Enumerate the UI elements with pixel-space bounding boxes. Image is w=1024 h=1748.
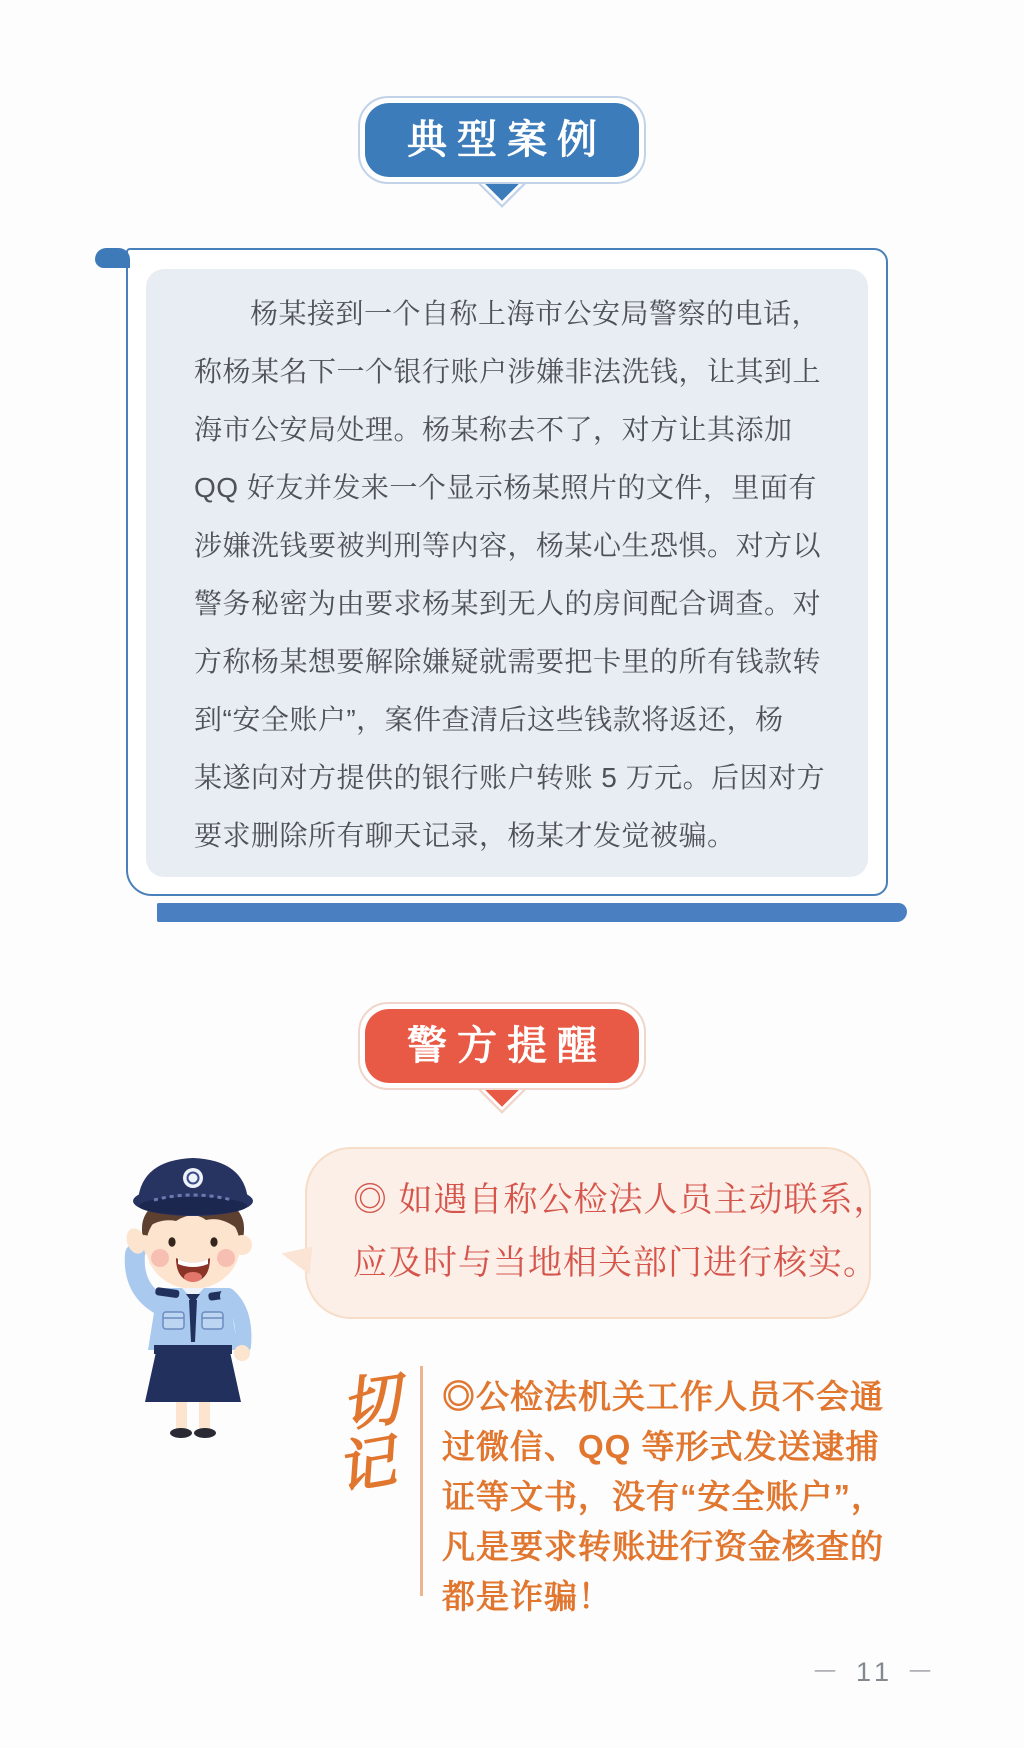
speech-bubble-tail [280, 1244, 313, 1275]
case-text-line: 要求删除所有聊天记录，杨某才发觉被骗。 [194, 820, 736, 851]
case-text-line: QQ 好友并发来一个显示杨某照片的文件，里面有 [194, 472, 817, 503]
page-number: － 11 － [811, 1657, 939, 1687]
hat-badge-icon [183, 1168, 203, 1188]
warning-text-line: ◎公检法机关工作人员不会通 [442, 1378, 884, 1415]
case-text-line: 海市公安局处理。杨某称去不了，对方让其添加 [194, 414, 793, 445]
case-text-line: 方称杨某想要解除嫌疑就需要把卡里的所有钱款转 [194, 646, 822, 677]
officer-skirt [145, 1352, 241, 1402]
bottom-accent-bar [157, 903, 907, 922]
remember-calligraphy-label [326, 1366, 416, 1503]
warning-text-block [442, 1372, 912, 1622]
police-officer-illustration [102, 1148, 284, 1440]
case-text-line: 称杨某名下一个银行账户涉嫌非法洗钱，让其到上 [194, 356, 822, 387]
warning-text-line: 证等文书，没有“安全账户”， [442, 1478, 885, 1515]
case-text-line: 警务秘密为由要求杨某到无人的房间配合调查。对 [194, 588, 822, 619]
case-text-line: 某遂向对方提供的银行账户转账 5 万元。后因对方 [194, 762, 826, 793]
badge-ring [358, 96, 646, 184]
page-curl-decoration [95, 248, 130, 268]
warning-text-line: 过微信、QQ 等形式发送逮捕 [442, 1428, 880, 1465]
reminder-speech-bubble [305, 1147, 889, 1319]
warning-text-line: 都是诈骗！ [442, 1578, 612, 1615]
bubble-text-line: 应及时与当地相关部门进行核实。 [353, 1244, 878, 1282]
police-officer-svg [102, 1148, 284, 1440]
police-reminder-badge-label: 警方提醒 [365, 1009, 639, 1083]
case-paper-box [126, 248, 888, 896]
badge-ring [358, 1002, 646, 1090]
case-text-line: 到“安全账户”，案件查清后这些钱款将返还，杨 [194, 704, 784, 735]
case-text-panel [146, 269, 868, 877]
case-text-line: 杨某接到一个自称上海市公安局警察的电话， [250, 298, 821, 329]
remember-char: 切 [337, 1366, 405, 1439]
officer-hat [133, 1158, 253, 1216]
case-text-line: 涉嫌洗钱要被判刑等内容，杨某心生恐惧。对方以 [194, 530, 822, 561]
warning-text-line: 凡是要求转账进行资金核查的 [442, 1528, 884, 1565]
bubble-text-line: ◎ 如遇自称公检法人员主动联系， [353, 1181, 889, 1219]
vertical-divider [420, 1366, 423, 1596]
police-reminder-badge [358, 1002, 646, 1090]
remember-char: 记 [331, 1428, 401, 1503]
typical-case-badge-label: 典型案例 [365, 103, 639, 177]
typical-case-badge [358, 96, 646, 184]
